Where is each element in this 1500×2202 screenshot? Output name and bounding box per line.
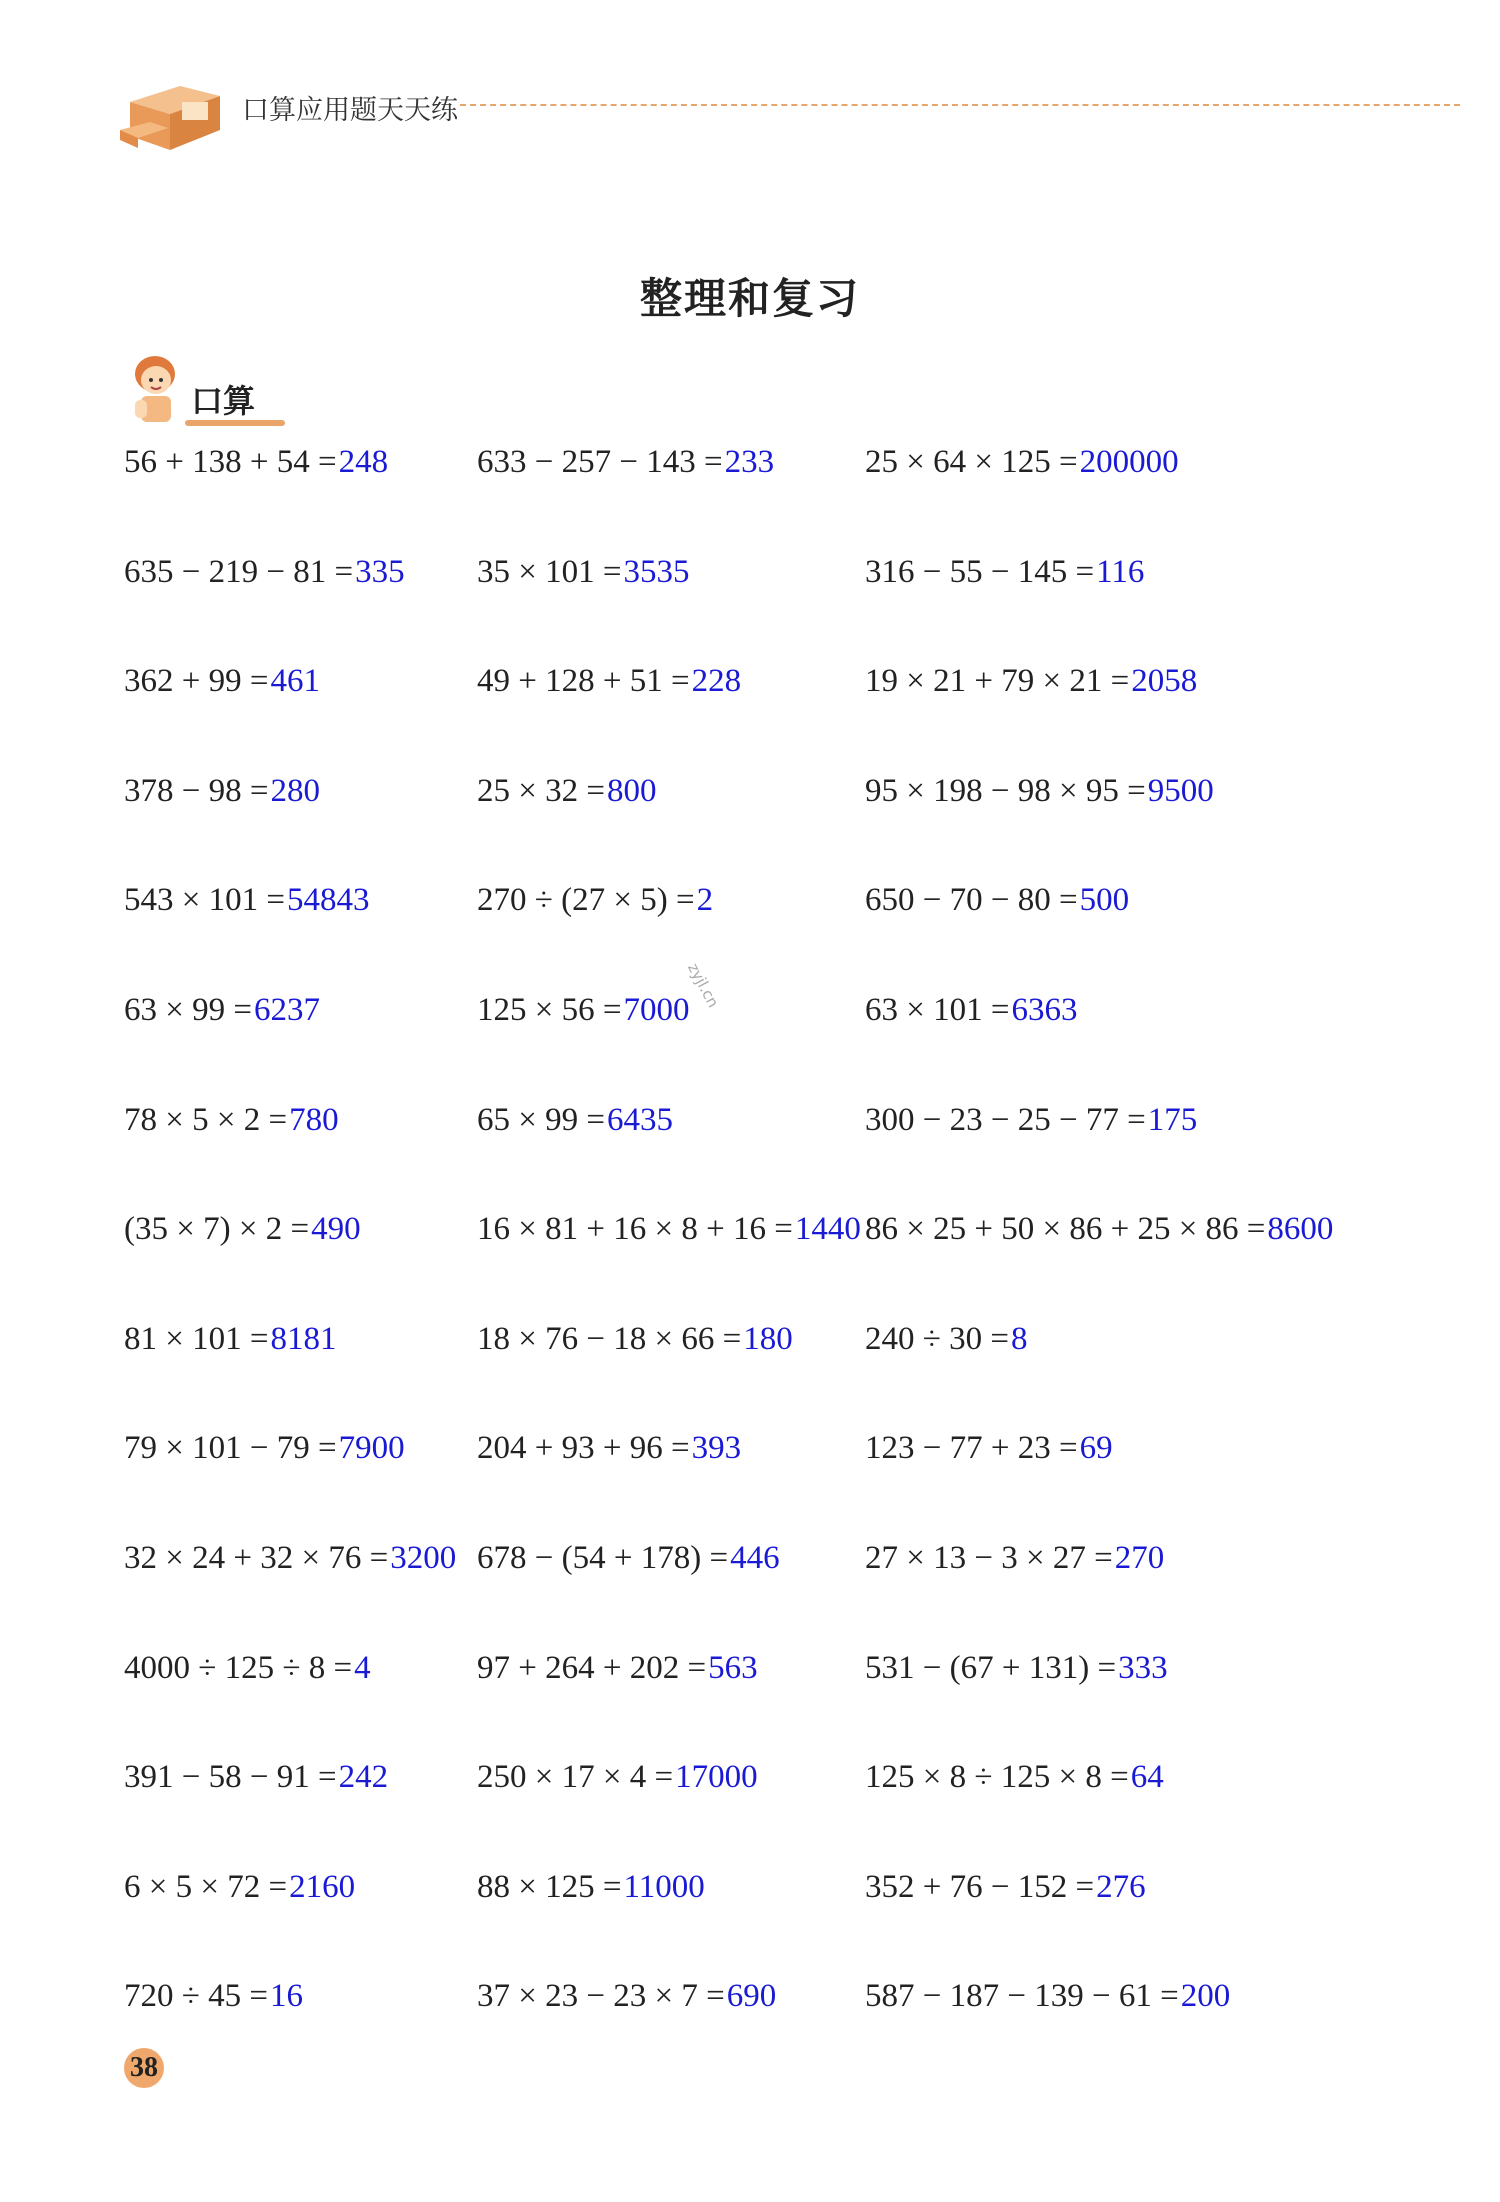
problem-item: [477, 440, 865, 550]
problem-item: [477, 1536, 865, 1646]
problem-answer: 333: [1118, 1649, 1168, 1686]
problem-expression: 650 − 70 − 80 =: [865, 882, 1078, 919]
problem-answer: 3200: [390, 1539, 457, 1576]
problem-item: [124, 1646, 477, 1756]
problem-expression: 19 × 21 + 79 × 21 =: [865, 663, 1130, 700]
problem-item: [124, 1317, 477, 1427]
problem-item: [477, 1426, 865, 1536]
boy-mascot-icon: [125, 350, 185, 430]
watermark: zyjl.cn: [684, 960, 723, 1011]
problem-expression: 204 + 93 + 96 =: [477, 1430, 690, 1467]
problem-item: [477, 878, 865, 988]
problem-expression: 125 × 8 ÷ 125 × 8 =: [865, 1759, 1129, 1796]
page-header: [120, 72, 1460, 152]
problem-item: [865, 659, 1464, 769]
problem-item: [865, 1098, 1464, 1208]
boxes-illustration-icon: [120, 72, 240, 152]
problem-expression: 270 ÷ (27 × 5) =: [477, 882, 695, 919]
problem-item: [124, 1974, 477, 2084]
problem-answer: 69: [1079, 1430, 1113, 1467]
problem-item: [124, 878, 477, 988]
problem-answer: 7000: [623, 991, 690, 1028]
problem-item: [865, 878, 1464, 988]
problem-expression: 63 × 101 =: [865, 991, 1010, 1028]
problem-answer: 280: [270, 772, 320, 809]
problem-answer: 8600: [1267, 1211, 1334, 1248]
problem-item: [865, 1865, 1464, 1975]
problem-expression: 25 × 32 =: [477, 772, 605, 809]
problem-item: [124, 988, 477, 1098]
problem-answer: 800: [606, 772, 657, 809]
problem-item: [124, 1536, 477, 1646]
problem-answer: 54843: [286, 882, 370, 919]
problem-answer: 6237: [253, 991, 320, 1028]
problem-expression: 32 × 24 + 32 × 76 =: [124, 1539, 389, 1576]
problem-expression: 352 + 76 − 152 =: [865, 1868, 1095, 1905]
problem-item: [124, 1098, 477, 1208]
problem-answer: 2058: [1131, 663, 1198, 700]
problem-answer: 17000: [675, 1759, 758, 1796]
problem-item: [865, 769, 1464, 879]
problem-answer: 4: [354, 1649, 371, 1686]
problem-item: [865, 1974, 1464, 2084]
problem-expression: 391 − 58 − 91 =: [124, 1759, 337, 1796]
problem-item: [477, 1207, 865, 1317]
problem-grid: [124, 440, 1464, 2084]
problem-expression: 35 × 101 =: [477, 553, 622, 590]
problem-answer: 2160: [289, 1868, 356, 1905]
problem-answer: 8181: [270, 1320, 337, 1357]
problem-answer: 270: [1114, 1539, 1165, 1576]
problem-item: [865, 988, 1464, 1098]
problem-expression: 378 − 98 =: [124, 772, 269, 809]
problem-answer: 276: [1096, 1868, 1146, 1905]
problem-answer: 446: [730, 1539, 780, 1576]
problem-answer: 16: [269, 1978, 303, 2015]
problem-item: [477, 769, 865, 879]
section-underline: [185, 420, 285, 426]
problem-answer: 248: [338, 444, 389, 480]
problem-item: [124, 440, 477, 550]
problem-item: [124, 1207, 477, 1317]
problem-expression: 18 × 76 − 18 × 66 =: [477, 1320, 742, 1357]
problem-answer: 200: [1180, 1978, 1231, 2015]
problem-item: [477, 988, 865, 1098]
problem-expression: 240 ÷ 30 =: [865, 1320, 1009, 1357]
problem-expression: 63 × 99 =: [124, 991, 252, 1028]
problem-answer: 200000: [1079, 444, 1179, 480]
problem-expression: 125 × 56 =: [477, 991, 622, 1028]
problem-expression: 95 × 198 − 98 × 95 =: [865, 772, 1146, 809]
problem-item: [477, 1755, 865, 1865]
problem-answer: 3535: [623, 553, 690, 590]
problem-expression: 81 × 101 =: [124, 1320, 269, 1357]
problem-item: [865, 1755, 1464, 1865]
problem-answer: 8: [1010, 1320, 1028, 1357]
problem-answer: 9500: [1147, 772, 1214, 809]
problem-expression: 300 − 23 − 25 − 77 =: [865, 1101, 1146, 1138]
problem-expression: 362 + 99 =: [124, 663, 269, 700]
problem-expression: 25 × 64 × 125 =: [865, 444, 1078, 480]
problem-expression: 678 − (54 + 178) =: [477, 1539, 729, 1576]
problem-expression: 86 × 25 + 50 × 86 + 25 × 86 =: [865, 1211, 1266, 1248]
problem-item: [477, 659, 865, 769]
problem-expression: 635 − 219 − 81 =: [124, 553, 354, 590]
problem-item: [865, 550, 1464, 660]
problem-item: [865, 1646, 1464, 1756]
problem-expression: 250 × 17 × 4 =: [477, 1759, 674, 1796]
problem-item: [477, 1646, 865, 1756]
section-label: 口算: [191, 382, 256, 420]
problem-expression: 27 × 13 − 3 × 27 =: [865, 1539, 1113, 1576]
problem-item: [124, 1426, 477, 1536]
problem-item: [477, 1098, 865, 1208]
problem-item: [124, 659, 477, 769]
problem-answer: 500: [1079, 882, 1130, 919]
problem-answer: 393: [691, 1430, 742, 1467]
problem-expression: (35 × 7) × 2 =: [124, 1211, 310, 1248]
problem-answer: 461: [270, 663, 320, 700]
problem-expression: 78 × 5 × 2 =: [124, 1101, 288, 1138]
problem-expression: 79 × 101 − 79 =: [124, 1430, 337, 1467]
problem-answer: 690: [726, 1978, 777, 2015]
problem-item: [124, 1755, 477, 1865]
problem-item: [124, 550, 477, 660]
problem-answer: 563: [708, 1649, 758, 1686]
problem-item: [865, 1317, 1464, 1427]
problem-answer: 7900: [338, 1430, 405, 1467]
header-divider: [460, 104, 1460, 106]
problem-item: [477, 550, 865, 660]
problem-expression: 97 + 264 + 202 =: [477, 1649, 707, 1686]
problem-answer: 490: [311, 1211, 361, 1248]
problem-expression: 6 × 5 × 72 =: [124, 1868, 288, 1905]
problem-expression: 4000 ÷ 125 ÷ 8 =: [124, 1649, 353, 1686]
problem-expression: 531 − (67 + 131) =: [865, 1649, 1117, 1686]
problem-expression: 587 − 187 − 139 − 61 =: [865, 1978, 1179, 2015]
problem-expression: 65 × 99 =: [477, 1101, 605, 1138]
problem-item: [865, 1426, 1464, 1536]
problem-answer: 6435: [606, 1101, 673, 1138]
problem-answer: 780: [289, 1101, 339, 1138]
problem-answer: 2: [696, 882, 714, 919]
problem-expression: 720 ÷ 45 =: [124, 1978, 268, 2015]
problem-answer: 335: [355, 553, 405, 590]
problem-expression: 633 − 257 − 143 =: [477, 444, 723, 480]
problem-answer: 233: [724, 444, 775, 480]
page-number: 38: [124, 2048, 164, 2088]
problem-item: [865, 440, 1464, 550]
problem-answer: 242: [338, 1759, 389, 1796]
page-title: 整理和复习: [639, 274, 860, 323]
section-heading: [125, 350, 285, 430]
problem-answer: 116: [1096, 553, 1145, 590]
header-title: 口算应用题天天练: [242, 95, 458, 126]
problem-answer: 6363: [1011, 991, 1078, 1028]
problem-answer: 11000: [623, 1868, 705, 1905]
problem-item: [477, 1317, 865, 1427]
problem-item: [865, 1536, 1464, 1646]
problem-expression: 49 + 128 + 51 =: [477, 663, 690, 700]
problem-expression: 316 − 55 − 145 =: [865, 553, 1095, 590]
problem-answer: 180: [743, 1320, 793, 1357]
problem-expression: 88 × 125 =: [477, 1868, 622, 1905]
problem-expression: 123 − 77 + 23 =: [865, 1430, 1078, 1467]
problem-item: [124, 769, 477, 879]
problem-expression: 56 + 138 + 54 =: [124, 444, 337, 480]
problem-item: [477, 1974, 865, 2084]
problem-expression: 37 × 23 − 23 × 7 =: [477, 1978, 725, 2015]
problem-item: [124, 1865, 477, 1975]
problem-answer: 1440: [794, 1211, 861, 1248]
problem-item: [865, 1207, 1464, 1317]
problem-answer: 228: [691, 663, 742, 700]
problem-answer: 64: [1130, 1759, 1164, 1796]
problem-item: [477, 1865, 865, 1975]
problem-answer: 175: [1147, 1101, 1198, 1138]
problem-expression: 16 × 81 + 16 × 8 + 16 =: [477, 1211, 793, 1248]
problem-expression: 543 × 101 =: [124, 882, 285, 919]
